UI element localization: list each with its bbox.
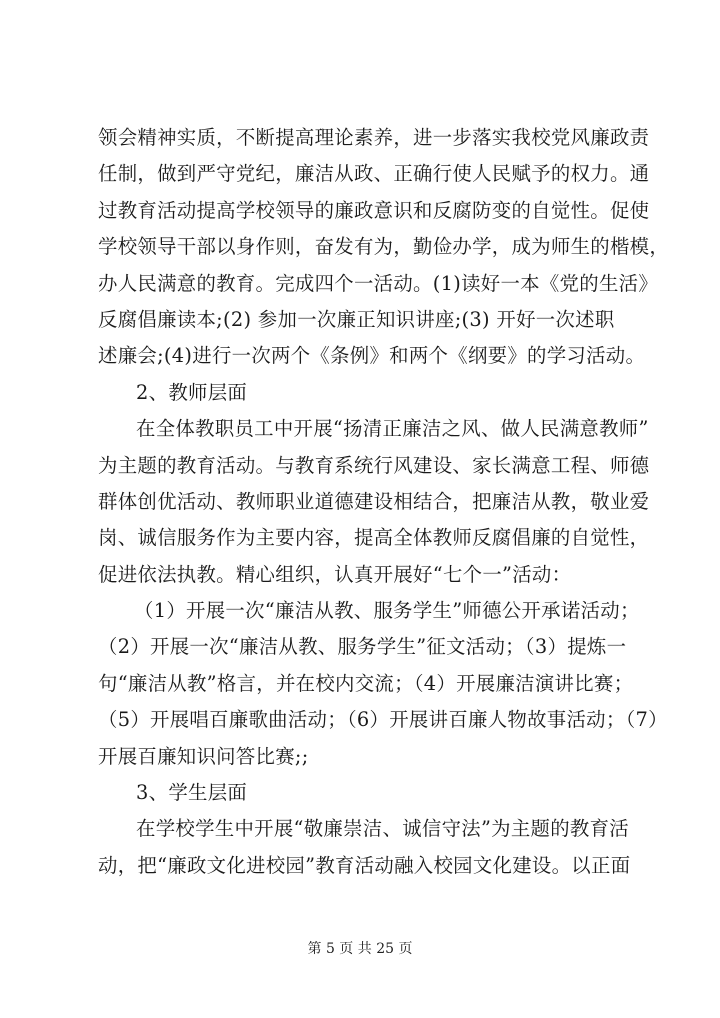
paragraph-line: 过教育活动提高学校领导的廉政意识和反腐防变的自觉性。促使 — [98, 198, 650, 222]
paragraph-line: 在学校学生中开展“敬廉崇洁、诚信守法”为主题的教育活 — [136, 817, 629, 841]
page-number-footer: 第 5 页 共 25 页 — [307, 941, 413, 957]
section-heading-teachers: 2、教师层面 — [136, 380, 248, 404]
paragraph-line: 反腐倡廉读本;(2) 参加一次廉正知识讲座;(3) 开好一次述职 — [98, 307, 615, 331]
document-body — [98, 120, 670, 884]
paragraph-line: 任制，做到严守党纪，廉洁从政、正确行使人民赋予的权力。通 — [98, 162, 650, 186]
paragraph-line: 开展百廉知识问答比赛;; — [98, 744, 309, 768]
paragraph-line: 为主题的教育活动。与教育系统行风建设、家长满意工程、师德 — [98, 453, 650, 477]
paragraph-line: 述廉会;(4)进行一次两个《条例》和两个《纲要》的学习活动。 — [98, 344, 646, 368]
paragraph-line: （5）开展唱百廉歌曲活动；（6）开展讲百廉人物故事活动；（7） — [98, 708, 668, 732]
paragraph-line: 办人民满意的教育。完成四个一活动。(1)读好一本《党的生活》 — [98, 271, 659, 295]
paragraph-line: 促进依法执教。精心组织，认真开展好“七个一”活动： — [98, 562, 572, 586]
paragraph-line: 学校领导干部以身作则，奋发有为，勤俭办学，成为师生的楷模， — [98, 235, 670, 259]
section-heading-students: 3、学生层面 — [136, 781, 248, 805]
paragraph-line: 领会精神实质，不断提高理论素养，进一步落实我校党风廉政责 — [98, 126, 650, 149]
paragraph-line: （2）开展一次“廉洁从教、服务学生”征文活动；（3）提炼一 — [98, 635, 627, 659]
paragraph-line: （1）开展一次“廉洁从教、服务学生”师德公开承诺活动； — [134, 599, 640, 623]
paragraph-line: 岗、诚信服务作为主要内容，提高全体教师反腐倡廉的自觉性， — [98, 526, 650, 550]
paragraph-line: 动，把“廉政文化进校园”教育活动融入校园文化建设。以正面 — [98, 853, 631, 877]
paragraph-line: 在全体教职员工中开展“扬清正廉洁之风、做人民满意教师” — [136, 417, 649, 441]
paragraph-line: 群体创优活动、教师职业道德建设相结合，把廉洁从教，敬业爱 — [98, 489, 650, 513]
paragraph-line: 句“廉洁从教”格言，并在校内交流；（4）开展廉洁演讲比赛； — [98, 671, 634, 695]
